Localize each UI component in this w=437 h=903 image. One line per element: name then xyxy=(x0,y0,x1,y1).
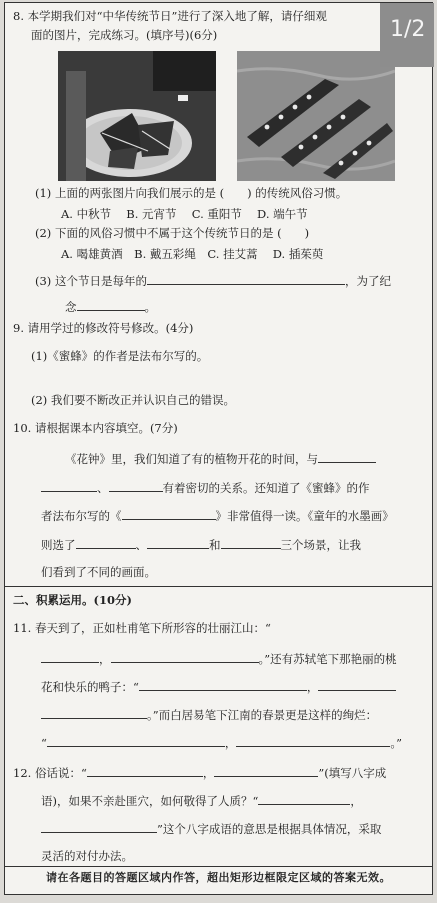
q12-text-2: 语)，如果不亲赴匪穴，如何敬得了人质？“ xyxy=(41,794,259,808)
q11-blank-4[interactable] xyxy=(318,679,396,691)
q12-line3 xyxy=(41,821,381,836)
q8-sub3-text-b: ，为了纪 xyxy=(344,274,391,288)
q8-sub2-options: A. 喝雄黄酒 B. 戴五彩绳 C. 挂艾蒿 D. 插茱萸 xyxy=(61,247,324,261)
q11-line4 xyxy=(41,707,377,722)
q11-blank-7[interactable] xyxy=(236,735,390,747)
q11-text-4: 。”而白居易笔下江南的春景更是这样的绚烂： xyxy=(147,708,378,722)
q8-sub3-text-c: 念 xyxy=(65,300,77,314)
answer-sheet xyxy=(4,2,433,895)
q9-sentence2[interactable]: (2) 我们要不断改正并认识自己的错误。 xyxy=(31,393,235,407)
q9-title: 9. 请用学过的修改符号修改。(4分) xyxy=(13,321,194,335)
q10-line4 xyxy=(41,537,361,552)
q10-blank-1[interactable] xyxy=(318,451,376,463)
q8-sub3-text-a: (3) 这个节日是每年的 xyxy=(35,274,147,288)
q10-blank-4[interactable] xyxy=(122,508,216,520)
q12-line2 xyxy=(41,793,362,808)
q10-blank-6[interactable] xyxy=(147,537,209,549)
q10-text-4d: 三个场景，让我 xyxy=(280,538,361,552)
q11-blank-2[interactable] xyxy=(111,651,259,663)
section-divider xyxy=(5,586,432,587)
q11-line5 xyxy=(41,735,402,750)
q12-blank-3[interactable] xyxy=(258,793,350,805)
q10-text-3a: 者法布尔写的《 xyxy=(41,509,122,523)
q10-text-4a: 则选了 xyxy=(41,538,76,552)
q12-text-1c: ”(填写八字成 xyxy=(318,766,387,780)
page-indicator xyxy=(380,3,434,67)
q11-text-3b: ， xyxy=(306,680,319,694)
festival-date-blank[interactable] xyxy=(147,273,345,285)
footer-notice: 请在各题目的答题区域内作答，超出矩形边框限定区域的答案无效。 xyxy=(46,871,391,884)
q11-blank-1[interactable] xyxy=(41,651,99,663)
q9-sentence1[interactable]: (1)《蜜蜂》的作者是法布尔写的。 xyxy=(31,349,209,363)
q11-text-5a: “ xyxy=(41,736,47,750)
q10-blank-7[interactable] xyxy=(221,537,281,549)
q11-text-5c: 。” xyxy=(390,736,403,750)
section2-title: 二、积累运用。(10分) xyxy=(13,593,132,607)
q10-blank-5[interactable] xyxy=(76,537,136,549)
q11-text-2a: ， xyxy=(99,652,111,666)
page-indicator-label: 1/2 xyxy=(390,17,426,42)
q12-line4: 灵活的对付办法。 xyxy=(41,849,133,863)
q8-sub1-options: A. 中秋节 B. 元宵节 C. 重阳节 D. 端午节 xyxy=(61,207,308,221)
q8-sub2: (2) 下面的风俗习惯中不属于这个传统节日的是 ( ) xyxy=(35,226,310,240)
q8-sub3-text-d: 。 xyxy=(144,300,156,314)
q10-text-2a: 、 xyxy=(97,481,109,495)
q10-title: 10. 请根据课本内容填空。(7分) xyxy=(13,421,178,435)
q12-text-1b: ， xyxy=(202,766,215,780)
footer-divider xyxy=(5,866,432,867)
q10-line3 xyxy=(41,508,394,523)
q8-sub3-line2 xyxy=(65,299,156,314)
q11-text-5b: ， xyxy=(224,736,237,750)
q11-text-3a: 花和快乐的鸭子：“ xyxy=(41,680,139,694)
q8-sub3 xyxy=(35,273,391,288)
q12-blank-1[interactable] xyxy=(87,765,203,777)
q11-line1: 11. 春天到了，正如杜甫笔下所形容的壮丽江山：“ xyxy=(13,621,271,635)
q8-line1: 8. 本学期我们对“中华传统节日”进行了深入地了解，请仔细观 xyxy=(13,9,327,23)
q12-text-2b: ， xyxy=(350,794,362,808)
q12-blank-4[interactable] xyxy=(41,821,157,833)
q11-blank-3[interactable] xyxy=(139,679,307,691)
q11-blank-6[interactable] xyxy=(47,735,225,747)
q11-text-2b: 。”还有苏轼笔下那艳丽的桃 xyxy=(258,652,397,666)
q10-line5: 们看到了不同的画面。 xyxy=(41,565,156,579)
q10-blank-2[interactable] xyxy=(41,480,97,492)
q10-text-4b: 、 xyxy=(135,538,147,552)
q12-text-3: ”这个八字成语的意思是根据具体情况，采取 xyxy=(157,822,382,836)
commemorate-blank[interactable] xyxy=(77,299,145,311)
q10-blank-3[interactable] xyxy=(109,480,163,492)
q10-line1 xyxy=(65,451,376,466)
q10-text-1: 《花钟》里，我们知道了有的植物开花的时间，与 xyxy=(65,452,318,466)
zongzi-photo xyxy=(58,51,216,181)
q11-blank-5[interactable] xyxy=(41,707,147,719)
q10-text-4c: 和 xyxy=(209,538,221,552)
q8-line2: 面的图片，完成练习。(填序号)(6分) xyxy=(31,28,218,42)
q10-text-3b: 》非常值得一读。《童年的水墨画》 xyxy=(215,509,394,523)
q11-line3 xyxy=(41,679,396,694)
q12-text-1a: 12. 俗话说：“ xyxy=(13,766,87,780)
q10-line2 xyxy=(41,480,370,495)
q12-blank-2[interactable] xyxy=(214,765,318,777)
q10-text-2b: 有着密切的关系。还知道了《蜜蜂》的作 xyxy=(162,481,370,495)
q8-sub1: (1) 上面的两张图片向我们展示的是 ( ) 的传统风俗习惯。 xyxy=(35,186,348,200)
dragon-boat-photo xyxy=(237,51,395,181)
q12-line1 xyxy=(13,765,386,780)
q11-line2 xyxy=(41,651,397,666)
